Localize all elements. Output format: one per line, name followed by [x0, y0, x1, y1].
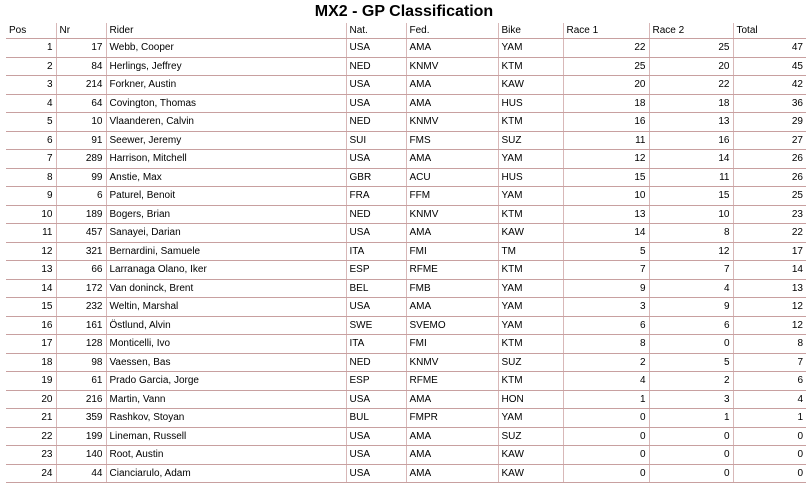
cell-race2: 5: [649, 353, 733, 372]
cell-race1: 7: [563, 261, 649, 280]
cell-pos: 4: [6, 94, 56, 113]
cell-race2: 15: [649, 187, 733, 206]
cell-pos: 11: [6, 224, 56, 243]
cell-race1: 0: [563, 446, 649, 465]
cell-fed: KNMV: [406, 113, 498, 132]
page-title: MX2 - GP Classification: [314, 3, 494, 20]
col-header-nat: Nat.: [346, 23, 406, 39]
table-row: [6, 150, 806, 169]
cell-race2: 16: [649, 131, 733, 150]
table-row: [6, 224, 806, 243]
cell-fed: AMA: [406, 427, 498, 446]
cell-nr: 91: [56, 131, 106, 150]
cell-nr: 199: [56, 427, 106, 446]
cell-nr: 99: [56, 168, 106, 187]
cell-nr: 98: [56, 353, 106, 372]
cell-nr: 161: [56, 316, 106, 335]
cell-nr: 457: [56, 224, 106, 243]
cell-nat: BEL: [346, 279, 406, 298]
cell-rider: Root, Austin: [106, 446, 346, 465]
cell-race2: 4: [649, 279, 733, 298]
cell-rider: Seewer, Jeremy: [106, 131, 346, 150]
cell-bike: KTM: [498, 335, 563, 354]
cell-race2: 9: [649, 298, 733, 317]
table-row: [6, 39, 806, 58]
cell-fed: AMA: [406, 298, 498, 317]
cell-fed: KNMV: [406, 353, 498, 372]
cell-race1: 13: [563, 205, 649, 224]
cell-nr: 140: [56, 446, 106, 465]
cell-rider: Larranaga Olano, Iker: [106, 261, 346, 280]
cell-nr: 216: [56, 390, 106, 409]
cell-race1: 4: [563, 372, 649, 391]
cell-nat: USA: [346, 39, 406, 58]
cell-nat: NED: [346, 57, 406, 76]
table-row: [6, 113, 806, 132]
table-row: [6, 427, 806, 446]
cell-rider: Weltin, Marshal: [106, 298, 346, 317]
cell-bike: SUZ: [498, 353, 563, 372]
cell-race2: 14: [649, 150, 733, 169]
cell-pos: 3: [6, 76, 56, 95]
table-row: [6, 279, 806, 298]
cell-pos: 23: [6, 446, 56, 465]
cell-race1: 0: [563, 427, 649, 446]
cell-fed: AMA: [406, 76, 498, 95]
cell-nat: SUI: [346, 131, 406, 150]
cell-nr: 61: [56, 372, 106, 391]
cell-bike: YAM: [498, 150, 563, 169]
cell-rider: Sanayei, Darian: [106, 224, 346, 243]
classification-table: [6, 23, 806, 483]
cell-total: 7: [733, 353, 806, 372]
cell-rider: Forkner, Austin: [106, 76, 346, 95]
cell-fed: FMS: [406, 131, 498, 150]
cell-bike: YAM: [498, 298, 563, 317]
cell-rider: Herlings, Jeffrey: [106, 57, 346, 76]
cell-rider: Bernardini, Samuele: [106, 242, 346, 261]
cell-race1: 6: [563, 316, 649, 335]
cell-rider: Monticelli, Ivo: [106, 335, 346, 354]
cell-race1: 5: [563, 242, 649, 261]
cell-race2: 12: [649, 242, 733, 261]
cell-nr: 289: [56, 150, 106, 169]
cell-bike: KAW: [498, 464, 563, 483]
cell-rider: Bogers, Brian: [106, 205, 346, 224]
table-row: [6, 242, 806, 261]
cell-total: 26: [733, 168, 806, 187]
cell-race2: 0: [649, 427, 733, 446]
cell-bike: HUS: [498, 94, 563, 113]
cell-fed: RFME: [406, 261, 498, 280]
cell-nat: ITA: [346, 335, 406, 354]
cell-race1: 16: [563, 113, 649, 132]
cell-total: 45: [733, 57, 806, 76]
cell-pos: 18: [6, 353, 56, 372]
cell-race1: 11: [563, 131, 649, 150]
cell-race2: 10: [649, 205, 733, 224]
cell-nr: 214: [56, 76, 106, 95]
cell-race1: 20: [563, 76, 649, 95]
cell-total: 0: [733, 464, 806, 483]
cell-fed: FMB: [406, 279, 498, 298]
cell-race2: 2: [649, 372, 733, 391]
cell-nat: USA: [346, 76, 406, 95]
col-header-race1: Race 1: [563, 23, 649, 39]
cell-total: 0: [733, 427, 806, 446]
table-row: [6, 131, 806, 150]
cell-bike: YAM: [498, 409, 563, 428]
cell-bike: YAM: [498, 187, 563, 206]
cell-race2: 6: [649, 316, 733, 335]
cell-bike: KTM: [498, 261, 563, 280]
cell-fed: AMA: [406, 150, 498, 169]
cell-fed: RFME: [406, 372, 498, 391]
col-header-bike: Bike: [498, 23, 563, 39]
cell-bike: SUZ: [498, 427, 563, 446]
cell-nr: 66: [56, 261, 106, 280]
table-row: [6, 446, 806, 465]
cell-nat: ITA: [346, 242, 406, 261]
cell-race2: 20: [649, 57, 733, 76]
cell-bike: KAW: [498, 76, 563, 95]
cell-nr: 64: [56, 94, 106, 113]
cell-nr: 17: [56, 39, 106, 58]
cell-nat: USA: [346, 390, 406, 409]
col-header-total: Total: [733, 23, 806, 39]
cell-nat: USA: [346, 298, 406, 317]
table-row: [6, 298, 806, 317]
cell-race1: 0: [563, 409, 649, 428]
cell-pos: 16: [6, 316, 56, 335]
cell-fed: FMI: [406, 335, 498, 354]
cell-nr: 321: [56, 242, 106, 261]
cell-rider: Prado Garcia, Jorge: [106, 372, 346, 391]
cell-nat: FRA: [346, 187, 406, 206]
cell-rider: Harrison, Mitchell: [106, 150, 346, 169]
cell-nr: 44: [56, 464, 106, 483]
cell-nr: 189: [56, 205, 106, 224]
cell-race1: 22: [563, 39, 649, 58]
cell-fed: AMA: [406, 446, 498, 465]
cell-race1: 15: [563, 168, 649, 187]
cell-pos: 22: [6, 427, 56, 446]
table-header-row: [6, 23, 806, 39]
cell-pos: 21: [6, 409, 56, 428]
cell-bike: HUS: [498, 168, 563, 187]
cell-pos: 15: [6, 298, 56, 317]
cell-race1: 9: [563, 279, 649, 298]
cell-rider: Rashkov, Stoyan: [106, 409, 346, 428]
cell-nr: 84: [56, 57, 106, 76]
cell-nat: USA: [346, 150, 406, 169]
table-row: [6, 261, 806, 280]
cell-nat: USA: [346, 446, 406, 465]
cell-fed: AMA: [406, 390, 498, 409]
cell-pos: 1: [6, 39, 56, 58]
cell-nat: GBR: [346, 168, 406, 187]
cell-total: 14: [733, 261, 806, 280]
cell-nat: ESP: [346, 261, 406, 280]
cell-total: 22: [733, 224, 806, 243]
cell-fed: AMA: [406, 39, 498, 58]
cell-bike: YAM: [498, 316, 563, 335]
cell-race2: 1: [649, 409, 733, 428]
col-header-rider: Rider: [106, 23, 346, 39]
cell-race1: 3: [563, 298, 649, 317]
cell-pos: 5: [6, 113, 56, 132]
cell-bike: SUZ: [498, 131, 563, 150]
cell-fed: KNMV: [406, 57, 498, 76]
cell-fed: FMPR: [406, 409, 498, 428]
cell-nat: USA: [346, 464, 406, 483]
table-row: [6, 76, 806, 95]
table-row: [6, 205, 806, 224]
cell-nat: SWE: [346, 316, 406, 335]
cell-total: 29: [733, 113, 806, 132]
cell-race1: 1: [563, 390, 649, 409]
cell-race1: 2: [563, 353, 649, 372]
cell-fed: AMA: [406, 464, 498, 483]
cell-pos: 19: [6, 372, 56, 391]
cell-race1: 10: [563, 187, 649, 206]
cell-nat: BUL: [346, 409, 406, 428]
cell-total: 1: [733, 409, 806, 428]
cell-nr: 232: [56, 298, 106, 317]
cell-rider: Vaessen, Bas: [106, 353, 346, 372]
cell-rider: Östlund, Alvin: [106, 316, 346, 335]
cell-nat: USA: [346, 94, 406, 113]
cell-total: 6: [733, 372, 806, 391]
cell-total: 27: [733, 131, 806, 150]
cell-fed: SVEMO: [406, 316, 498, 335]
cell-nat: ESP: [346, 372, 406, 391]
cell-race2: 0: [649, 464, 733, 483]
cell-fed: FMI: [406, 242, 498, 261]
cell-fed: FFM: [406, 187, 498, 206]
table-row: [6, 57, 806, 76]
cell-pos: 17: [6, 335, 56, 354]
cell-pos: 2: [6, 57, 56, 76]
cell-rider: Martin, Vann: [106, 390, 346, 409]
cell-rider: Vlaanderen, Calvin: [106, 113, 346, 132]
cell-fed: AMA: [406, 224, 498, 243]
cell-total: 23: [733, 205, 806, 224]
cell-race2: 0: [649, 446, 733, 465]
cell-race2: 0: [649, 335, 733, 354]
cell-pos: 13: [6, 261, 56, 280]
cell-total: 26: [733, 150, 806, 169]
cell-bike: KTM: [498, 113, 563, 132]
cell-nat: USA: [346, 427, 406, 446]
cell-race1: 18: [563, 94, 649, 113]
cell-race1: 8: [563, 335, 649, 354]
cell-race1: 25: [563, 57, 649, 76]
cell-nr: 128: [56, 335, 106, 354]
table-row: [6, 372, 806, 391]
cell-rider: Van doninck, Brent: [106, 279, 346, 298]
cell-fed: KNMV: [406, 205, 498, 224]
table-row: [6, 316, 806, 335]
cell-race1: 14: [563, 224, 649, 243]
cell-fed: AMA: [406, 94, 498, 113]
cell-total: 4: [733, 390, 806, 409]
cell-pos: 14: [6, 279, 56, 298]
cell-race2: 3: [649, 390, 733, 409]
cell-fed: ACU: [406, 168, 498, 187]
cell-nr: 10: [56, 113, 106, 132]
cell-race2: 25: [649, 39, 733, 58]
cell-race1: 12: [563, 150, 649, 169]
cell-bike: KTM: [498, 372, 563, 391]
cell-bike: KTM: [498, 205, 563, 224]
cell-total: 47: [733, 39, 806, 58]
cell-nat: NED: [346, 205, 406, 224]
cell-pos: 9: [6, 187, 56, 206]
cell-race2: 18: [649, 94, 733, 113]
cell-bike: KAW: [498, 224, 563, 243]
table-row: [6, 390, 806, 409]
cell-rider: Covington, Thomas: [106, 94, 346, 113]
table-row: [6, 464, 806, 483]
cell-bike: HON: [498, 390, 563, 409]
cell-bike: KAW: [498, 446, 563, 465]
cell-total: 36: [733, 94, 806, 113]
cell-rider: Cianciarulo, Adam: [106, 464, 346, 483]
table-row: [6, 187, 806, 206]
cell-nr: 359: [56, 409, 106, 428]
cell-total: 25: [733, 187, 806, 206]
cell-bike: YAM: [498, 39, 563, 58]
cell-total: 17: [733, 242, 806, 261]
cell-nat: NED: [346, 353, 406, 372]
cell-race1: 0: [563, 464, 649, 483]
cell-pos: 20: [6, 390, 56, 409]
cell-bike: YAM: [498, 279, 563, 298]
cell-pos: 10: [6, 205, 56, 224]
col-header-fed: Fed.: [406, 23, 498, 39]
cell-nr: 172: [56, 279, 106, 298]
cell-rider: Paturel, Benoit: [106, 187, 346, 206]
cell-pos: 8: [6, 168, 56, 187]
col-header-nr: Nr: [56, 23, 106, 39]
table-row: [6, 94, 806, 113]
cell-rider: Anstie, Max: [106, 168, 346, 187]
cell-race2: 8: [649, 224, 733, 243]
cell-total: 42: [733, 76, 806, 95]
cell-bike: KTM: [498, 57, 563, 76]
cell-total: 0: [733, 446, 806, 465]
cell-nr: 6: [56, 187, 106, 206]
table-row: [6, 353, 806, 372]
col-header-race2: Race 2: [649, 23, 733, 39]
cell-total: 13: [733, 279, 806, 298]
cell-race2: 22: [649, 76, 733, 95]
cell-total: 8: [733, 335, 806, 354]
cell-race2: 11: [649, 168, 733, 187]
cell-rider: Webb, Cooper: [106, 39, 346, 58]
cell-pos: 7: [6, 150, 56, 169]
table-row: [6, 409, 806, 428]
cell-pos: 6: [6, 131, 56, 150]
cell-total: 12: [733, 316, 806, 335]
cell-nat: USA: [346, 224, 406, 243]
table-row: [6, 335, 806, 354]
cell-bike: TM: [498, 242, 563, 261]
col-header-pos: Pos: [6, 23, 56, 39]
cell-race2: 7: [649, 261, 733, 280]
cell-race2: 13: [649, 113, 733, 132]
cell-total: 12: [733, 298, 806, 317]
table-row: [6, 168, 806, 187]
cell-rider: Lineman, Russell: [106, 427, 346, 446]
cell-nat: NED: [346, 113, 406, 132]
cell-pos: 12: [6, 242, 56, 261]
cell-pos: 24: [6, 464, 56, 483]
